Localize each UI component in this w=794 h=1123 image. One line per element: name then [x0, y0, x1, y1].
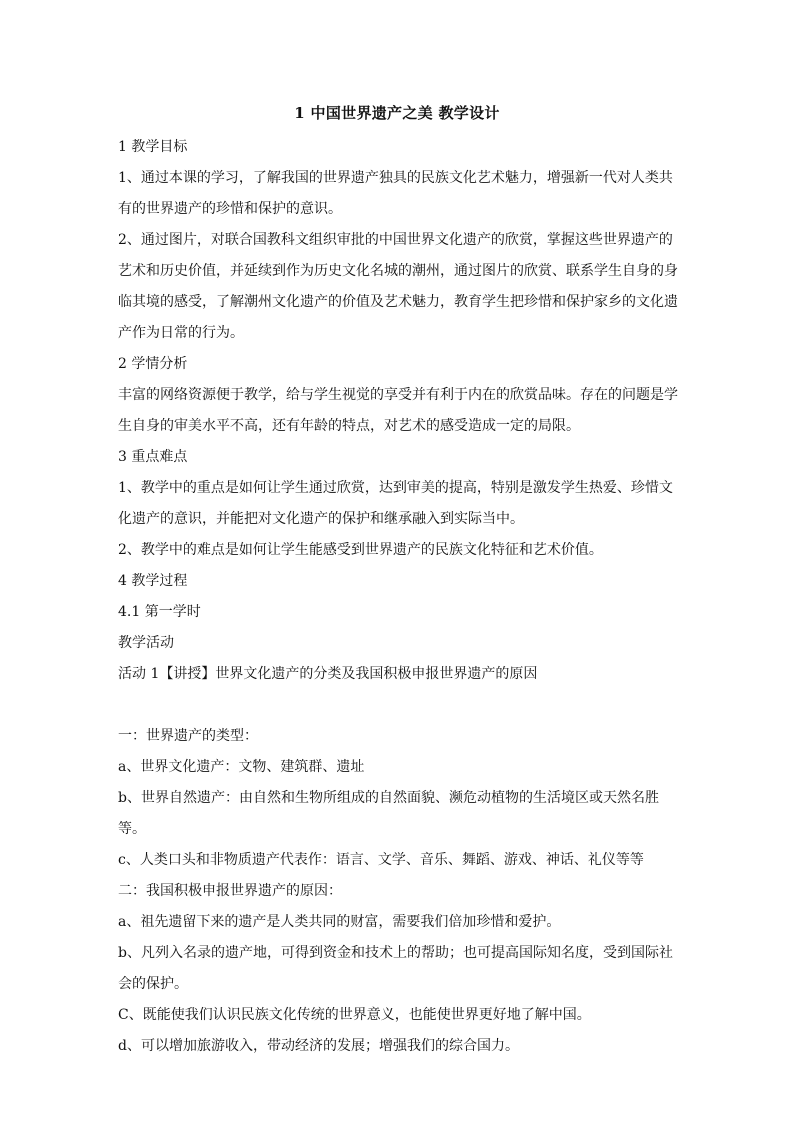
section-heading-key-points: 3 重点难点 [118, 449, 188, 465]
application-reasons-heading: 二：我国积极申报世界遗产的原因： [118, 883, 342, 899]
difficulty-paragraph: 2、教学中的难点是如何让学生能感受到世界遗产的民族文化特征和艺术价值。 [118, 542, 603, 558]
heritage-type-c: c、人类口头和非物质遗产代表作：语言、文学、音乐、舞蹈、游戏、神话、礼仪等等 [118, 852, 644, 868]
reason-a: a、祖先遗留下来的遗产是人类共同的财富，需要我们倍加珍惜和爱护。 [118, 914, 561, 930]
reason-d: d、可以增加旅游收入，带动经济的发展；增强我们的综合国力。 [118, 1038, 519, 1054]
blank-line [118, 690, 684, 721]
heritage-type-a: a、世界文化遗产：文物、建筑群、遗址 [118, 759, 365, 775]
key-point-paragraph: 1、教学中的重点是如何让学生通过欣赏，达到审美的提高，特别是激发学生热爱、珍惜文化遗产的意识，并能把对文化遗产的保护和继承融入到实际当中。 [118, 480, 673, 527]
section-heading-objectives: 1 教学目标 [118, 139, 188, 155]
subsection-heading-lesson-1: 4.1 第一学时 [118, 604, 201, 620]
section-heading-analysis: 2 学情分析 [118, 356, 188, 372]
heritage-types-heading: 一：世界遗产的类型： [118, 728, 258, 744]
objective-paragraph-2: 2、通过图片，对联合国教科文组织审批的中国世界文化遗产的欣赏，掌握这些世界遗产的艺术和历史价值，并延续到作为历史文化名城的潮州，通过图片的欣赏、联系学生自身的身临其境的感受，了解潮州文化遗产的价值及艺术魅力，教育学生把珍惜和保护家乡的文化遗产作为日常的行为。 [118, 232, 678, 341]
teaching-activities-heading: 教学活动 [118, 635, 174, 651]
section-heading-process: 4 教学过程 [118, 573, 188, 589]
activity-1-heading: 活动 1【讲授】世界文化遗产的分类及我国积极申报世界遗产的原因 [118, 666, 538, 682]
heritage-type-b: b、世界自然遗产：由自然和生物所组成的自然面貌、濒危动植物的生活境区或天然名胜等。 [118, 790, 659, 837]
document-title: 1 中国世界遗产之美 教学设计 [294, 104, 500, 122]
reason-c: C、既能使我们认识民族文化传统的世界意义，也能使世界更好地了解中国。 [118, 1007, 591, 1023]
objective-paragraph-1: 1、通过本课的学习，了解我国的世界遗产独具的民族文化艺术魅力，增强新一代对人类共有的世界遗产的珍惜和保护的意识。 [118, 170, 673, 217]
reason-b: b、凡列入名录的遗产地，可得到资金和技术上的帮助；也可提高国际知名度，受到国际社会的保护。 [118, 945, 673, 992]
document-body [118, 132, 684, 1062]
analysis-paragraph: 丰富的网络资源便于教学，给与学生视觉的享受并有利于内在的欣赏品味。存在的问题是学生自身的审美水平不高，还有年龄的特点，对艺术的感受造成一定的局限。 [118, 387, 678, 434]
